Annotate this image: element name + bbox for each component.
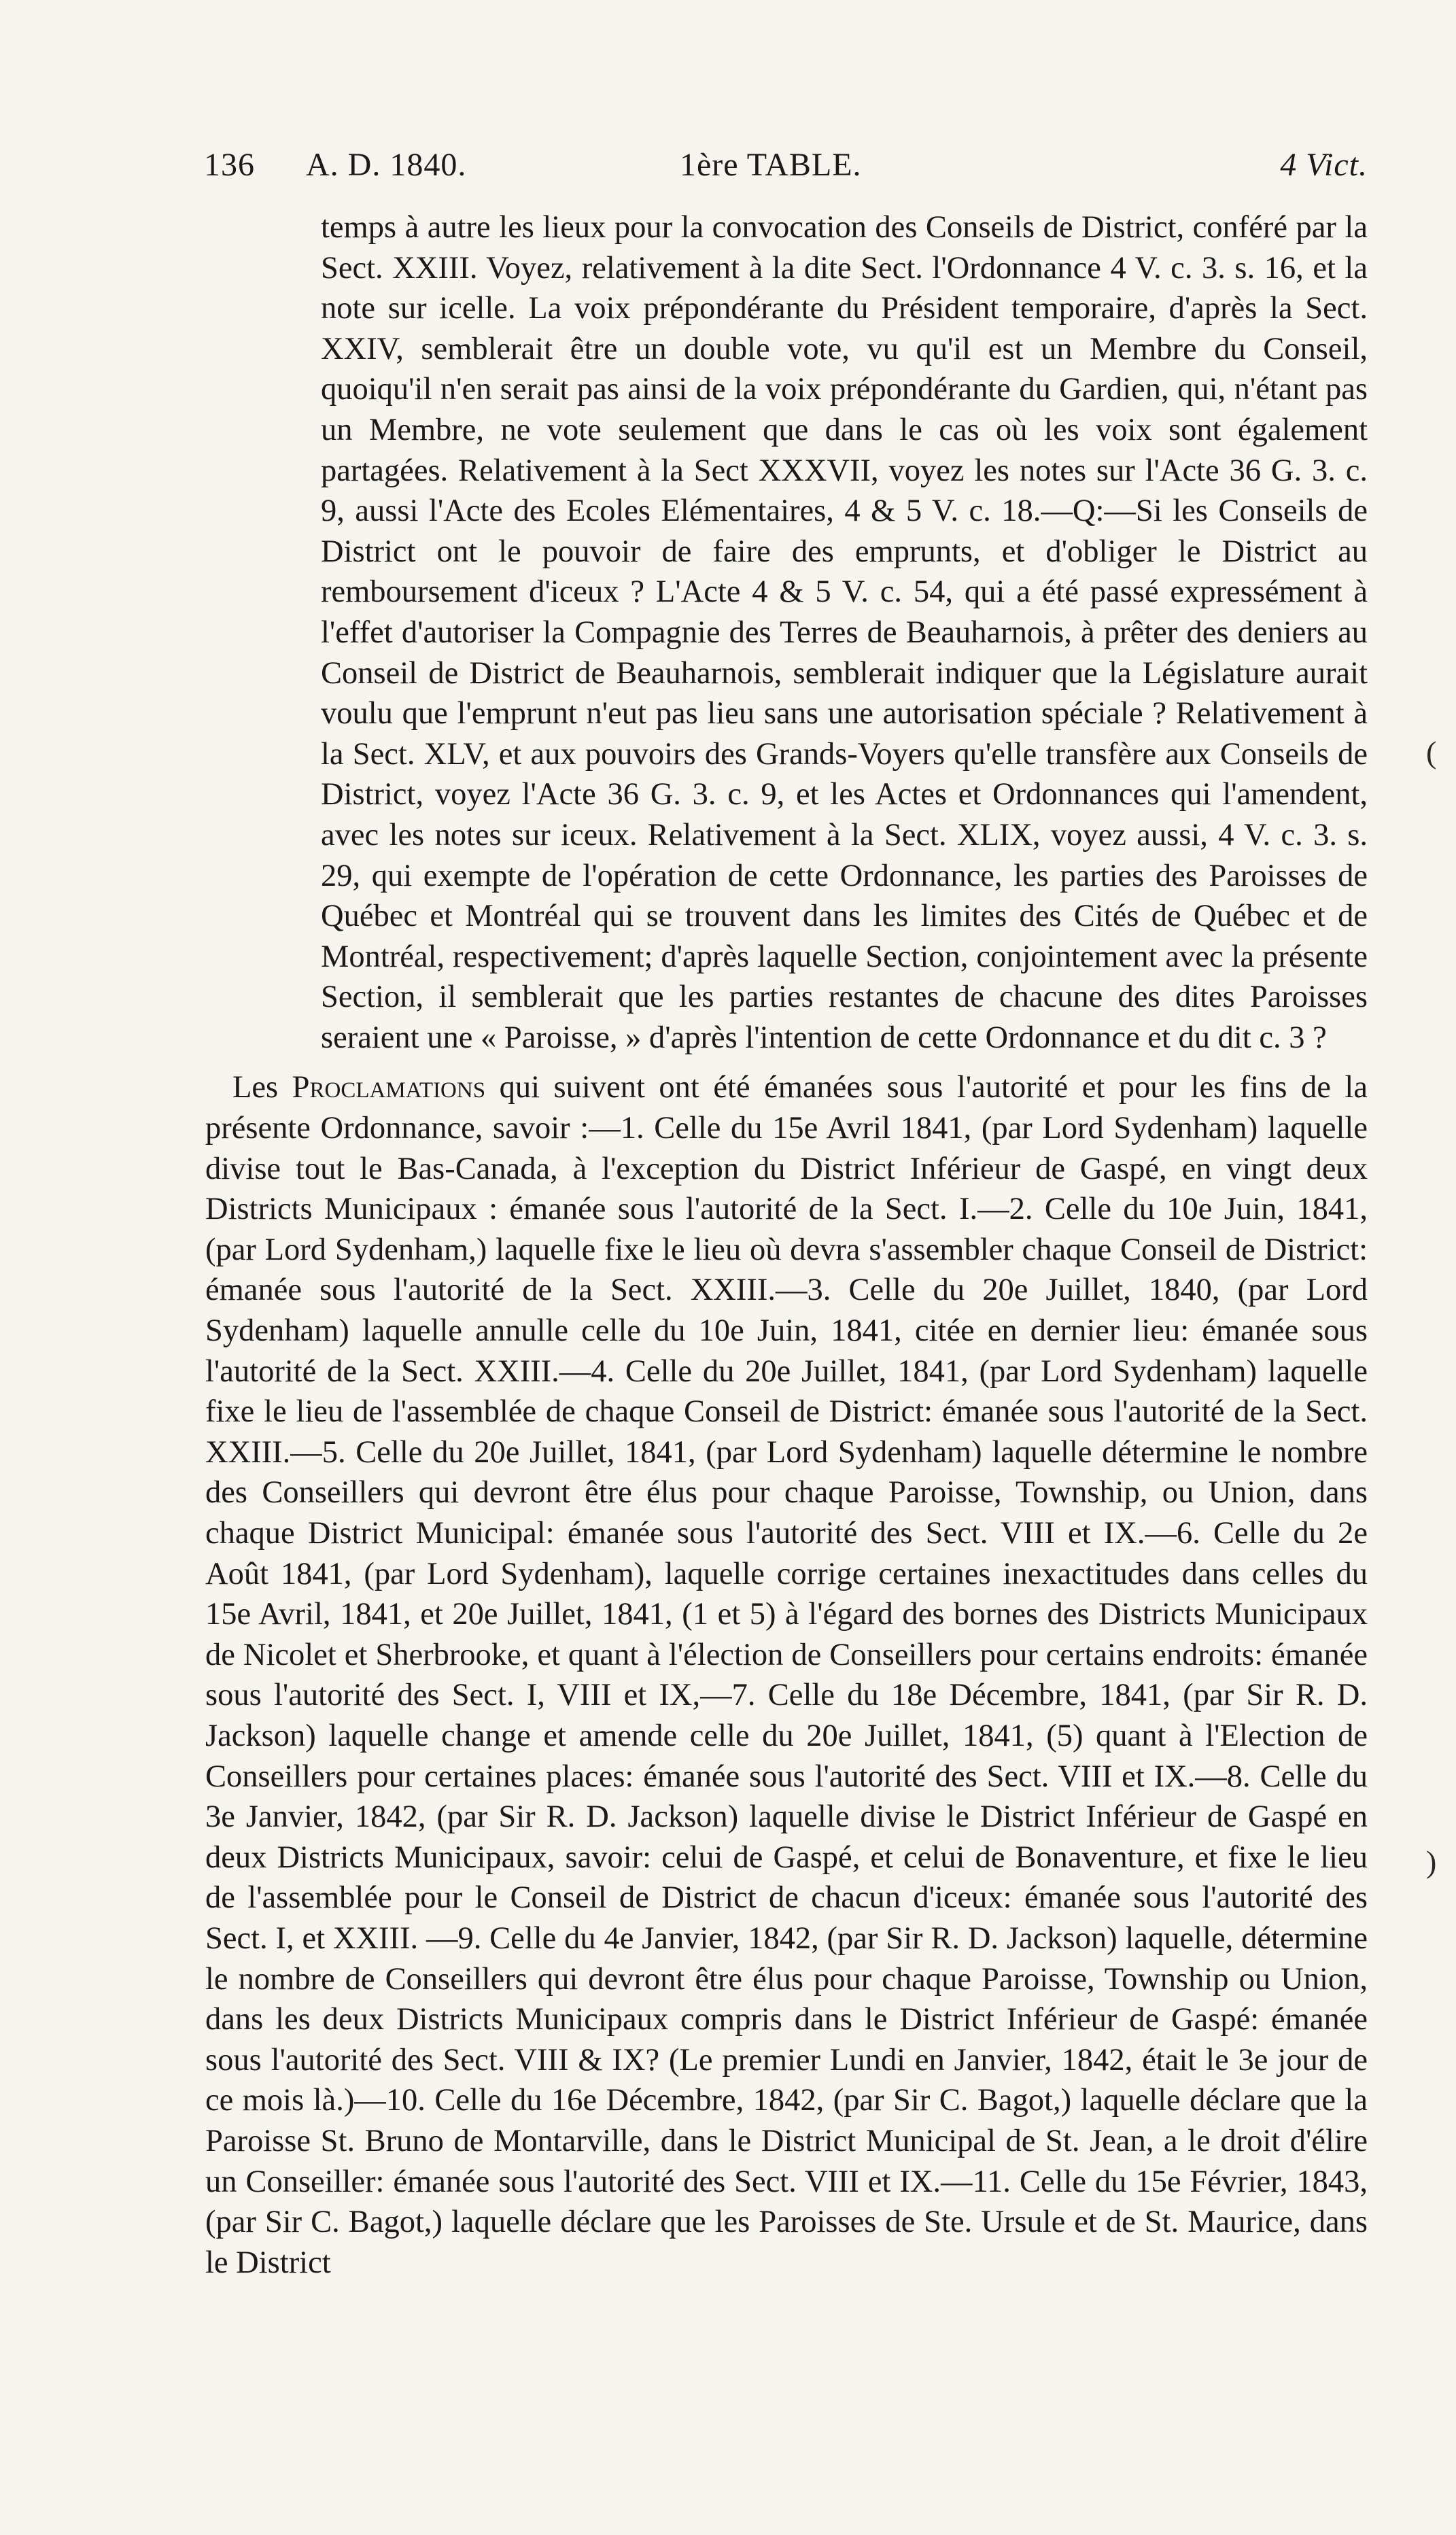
margin-mark: ) [1426,1844,1437,1879]
page-number: 136 [204,147,255,183]
running-header [204,146,1368,194]
body-text [205,207,1368,2283]
paragraph-rest: qui suivent ont été émanées sous l'autorité et pour les fins de la présente Ordonnance, savoir :—1. Celle du 15e Avril 1841, (par Lord Sydenham) laquelle divise tout le Bas-Canada, à l'exception du District Inférieur de Gaspé, en vingt deux Districts Municipaux : émanée sous l'autorité de la Sect. I.—2. Celle du 10e Juin, 1841, (par Lord Sydenham,) laquelle fixe le lieu où devra s'assembler chaque Conseil de District: émanée sous l'autorité de la Sect. XXIII.—3. Celle du 20e Juillet, 1840, (par Lord Sydenham) laquelle annulle celle du 10e Juin, 1841, citée en dernier lieu: émanée sous l'autorité de la Sect. XXIII.—4. Celle du 20e Juillet, 1841, (par Lord Sydenham) laquelle fixe le lieu de l'assemblée de chaque Conseil de District: émanée sous l'autorité de la Sect. XXIII.—5. Celle du 20e Juillet, 1841, (par Lord Sydenham) laquelle détermine le nombre des Conseillers qui devront être élus pour chaque Paroisse, Township, ou Union, dans chaque District Municipal: émanée sous l'autorité des Sect. VIII et IX.—6. Celle du 2e Août 1841, (par Lord Sydenham), laquelle corrige certaines inexactitudes dans celles du 15e Avril, 1841, et 20e Juillet, 1841, (1 et 5) à l'égard des bornes des Districts Municipaux de Nicolet et Sherbrooke, et quant à l'élection de Conseillers pour certains endroits: émanée sous l'autorité des Sect. I, VIII et IX,—7. Celle du 18e Décembre, 1841, (par Sir R. D. Jackson) laquelle change et amende celle du 20e Juillet, 1841, (5) quant à l'Election de Conseillers pour certaines places: émanée sous l'autorité des Sect. VIII et IX.—8. Celle du 3e Janvier, 1842, (par Sir R. D. Jackson) laquelle divise le District Inférieur de Gaspé en deux Districts Municipaux, savoir: celui de Gaspé, et celui de Bonaventure, et fixe le lieu de l'assemblée pour le Conseil de District de chacun d'iceux: émanée sous l'autorité des Sect. I, et XXIII. —9. Celle du 4e Janvier, 1842, (par Sir R. D. Jackson) laquelle, détermine le nombre de Conseillers qui devront être élus pour chaque Paroisse, Township ou Union, dans les deux Districts Municipaux compris dans le District Inférieur de Gaspé: émanée sous l'autorité des Sect. VIII & IX? (Le premier Lundi en Janvier, 1842, était le 3e jour de ce mois là.)—10. Celle du 16e Décembre, 1842, (par Sir C. Bagot,) laquelle déclare que la Paroisse St. Bruno de Montarville, dans le District Municipal de St. Jean, a le droit d'élire un Conseiller: émanée sous l'autorité des Sect. VIII et IX.—11. Celle du 15e Février, 1843, (par Sir C. Bagot,) laquelle déclare que les Paroisses de Ste. Ursule et de St. Maurice, dans le District [205,1070,1368,2280]
header-year: A. D. 1840. [306,147,467,183]
proclamations-smallcaps: Proclamations [292,1070,486,1105]
margin-mark: ( [1426,735,1437,770]
paragraph-lead: Les [232,1070,292,1105]
continuation-paragraph: temps à autre les lieux pour la convocation des Conseils de District, conféré par la Sect. XXIII. Voyez, relativement à la dite Sect. l'Ordonnance 4 V. c. 3. s. 16, et la note sur icelle. La voix prépondérante du Président temporaire, d'après la Sect. XXIV, semblerait être un double vote, vu qu'il est un Membre du Conseil, quoiqu'il n'en serait pas ainsi de la voix prépondérante du Gardien, qui, n'étant pas un Membre, ne vote seulement que dans le cas où les voix sont également partagées. Relativement à la Sect XXXVII, voyez les notes sur l'Acte 36 G. 3. c. 9, aussi l'Acte des Ecoles Elémentaires, 4 & 5 V. c. 18.—Q:—Si les Conseils de District ont le pouvoir de faire des emprunts, et d'obliger le District au remboursement d'iceux ? L'Acte 4 & 5 V. c. 54, qui a été passé expressément à l'effet d'autoriser la Compagnie des Terres de Beauharnois, à prêter des deniers au Conseil de District de Beauharnois, semblerait indiquer que la Législature aurait voulu que l'emprunt n'eut pas lieu sans une autorisation spéciale ? Relativement à la Sect. XLV, et aux pouvoirs des Grands-Voyers qu'elle transfère aux Conseils de District, voyez l'Acte 36 G. 3. c. 9, et les Actes et Ordonnances qui l'amendent, avec les notes sur iceux. Relativement à la Sect. XLIX, voyez aussi, 4 V. c. 3. s. 29, qui exempte de l'opération de cette Ordonnance, les parties des Paroisses de Québec et Montréal qui se trouvent dans les limites des Cités de Québec et de Montréal, respectivement; d'après laquelle Section, conjointement avec la présente Section, il semblerait que les parties restantes de chacune des dites Paroisses seraient une « Paroisse, » d'après l'intention de cette Ordonnance et du dit c. 3 ? [321,210,1368,1055]
proclamations-paragraph [205,1067,1368,2283]
header-regnal-year: 4 Vict. [1280,147,1368,183]
header-table-title: 1ère TABLE. [680,147,862,183]
